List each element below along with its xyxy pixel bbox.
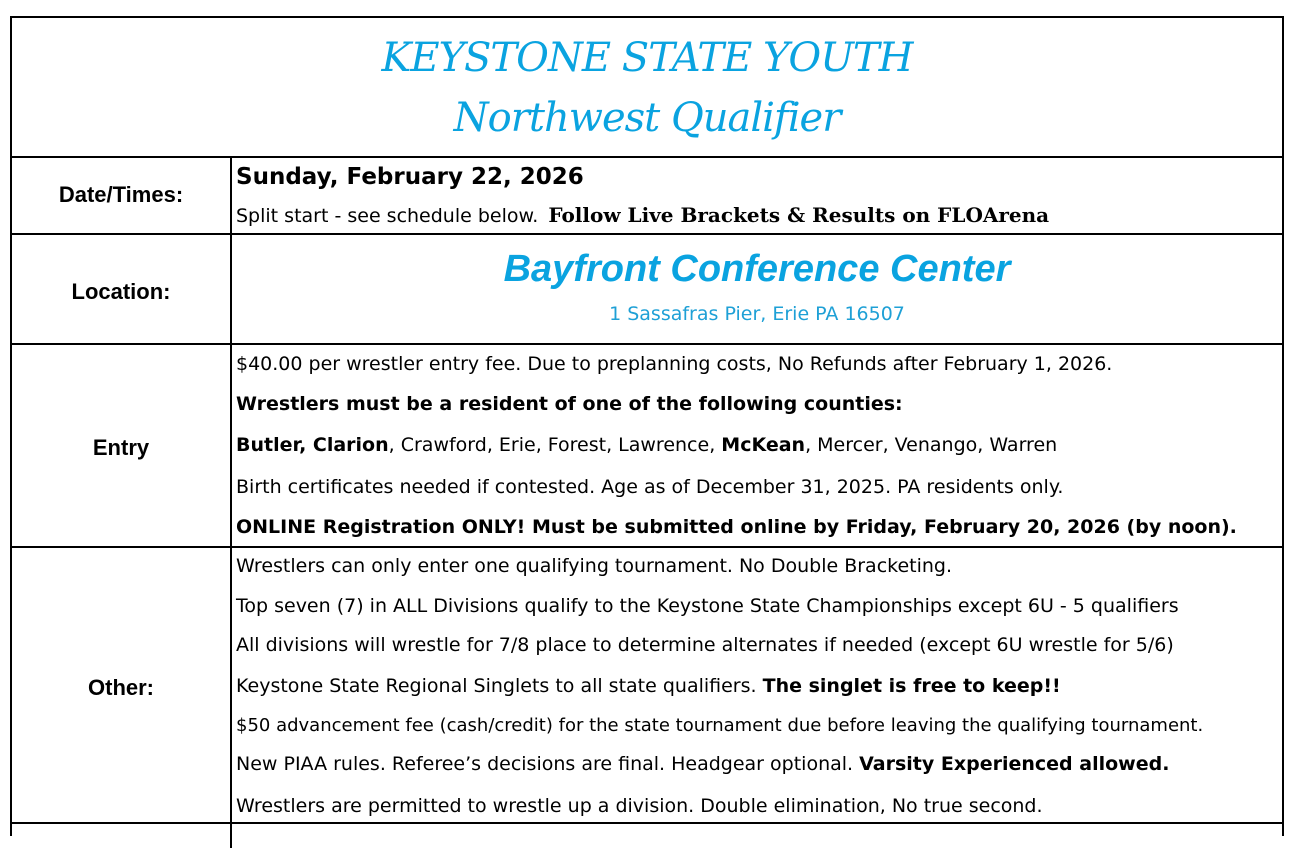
online-registration-note: ONLINE Registration ONLY! Must be submitted online by Friday, February 20, 2026 (by noon).	[236, 516, 1237, 538]
other-line-6	[236, 753, 1169, 775]
varsity-note: Varsity Experienced allowed.	[859, 753, 1170, 775]
live-brackets-note: Follow Live Brackets & Results on FLOArena	[548, 203, 1050, 227]
singlets-note: Keystone State Regional Singlets to all state qualifiers.	[236, 675, 763, 697]
other-line-3: All divisions will wrestle for 7/8 place to determine alternates if needed (except 6U wrestle for 5/6)	[236, 634, 1174, 656]
divider	[12, 343, 1282, 345]
county-plain-1: , Crawford, Erie, Forest, Lawrence,	[388, 434, 722, 456]
other-line-7: Wrestlers are permitted to wrestle up a division. Double elimination, No true second.	[236, 795, 1043, 817]
county-plain-2: , Mercer, Venango, Warren	[805, 434, 1058, 456]
venue-address: 1 Sassafras Pier, Erie PA 16507	[609, 303, 905, 325]
title-line-1: KEYSTONE STATE YOUTH	[381, 35, 913, 81]
schedule-note	[236, 203, 1049, 227]
location-label: Location:	[71, 279, 171, 304]
divider	[12, 233, 1282, 235]
venue-name: Bayfront Conference Center	[503, 248, 1011, 290]
divider	[12, 156, 1282, 158]
other-line-5: $50 advancement fee (cash/credit) for the state tournament due before leaving the qualifying tournament.	[236, 715, 1204, 736]
entry-label: Entry	[92, 435, 150, 460]
county-bold-1: Butler, Clarion	[236, 434, 389, 456]
schedule-note-text: Split start - see schedule below.	[236, 205, 539, 227]
other-line-2: Top seven (7) in ALL Divisions qualify to the Keystone State Championships except 6U - 5 qualifiers	[236, 595, 1179, 617]
event-date: Sunday, February 22, 2026	[236, 164, 584, 190]
singlet-free-note: The singlet is free to keep!!	[762, 675, 1061, 697]
divider	[12, 822, 1282, 824]
county-list	[236, 434, 1057, 456]
birth-certificate-note: Birth certificates needed if contested. Age as of December 31, 2025. PA residents only.	[236, 476, 1064, 498]
residency-requirement: Wrestlers must be a resident of one of the following counties:	[236, 393, 903, 415]
flyer-title	[12, 18, 1282, 158]
divider	[12, 546, 1282, 548]
other-line-4	[236, 675, 1061, 697]
entry-fee: $40.00 per wrestler entry fee. Due to preplanning costs, No Refunds after February 1, 2026.	[236, 353, 1113, 375]
rules-note: New PIAA rules. Referee’s decisions are final. Headgear optional.	[236, 753, 860, 775]
other-line-1: Wrestlers can only enter one qualifying tournament. No Double Bracketing.	[236, 555, 953, 577]
flyer-table	[10, 16, 1284, 836]
other-label: Other:	[88, 675, 154, 700]
title-line-2: Northwest Qualifier	[453, 95, 841, 141]
date-times-label: Date/Times:	[58, 182, 184, 207]
county-bold-2: McKean	[721, 434, 806, 456]
